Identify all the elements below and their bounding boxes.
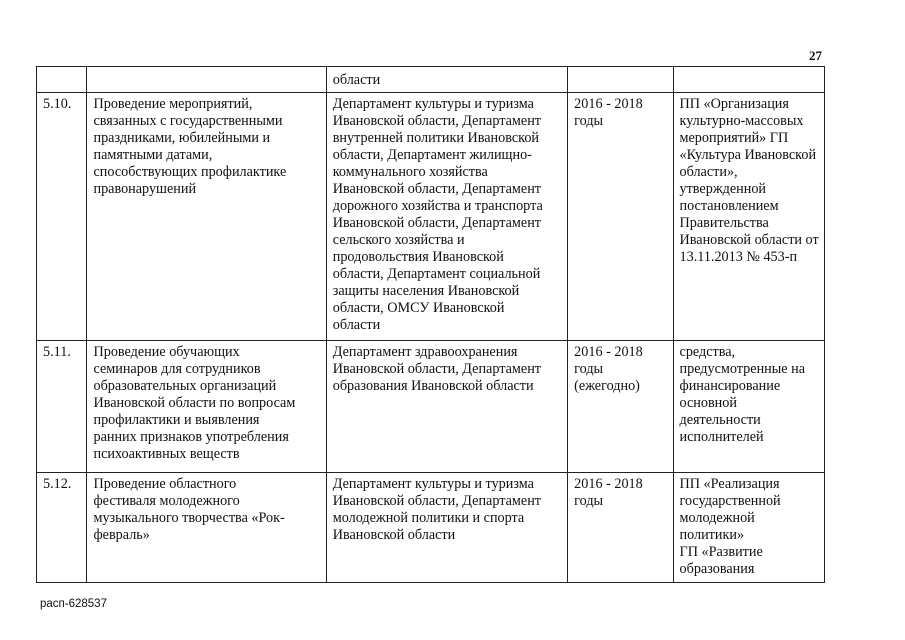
cell-number: 5.11.	[37, 341, 87, 473]
cell-executor: области	[326, 67, 567, 93]
cell-source: ПП «Реализация государственной молодежной политики» ГП «Развитие образования	[673, 473, 824, 583]
page-number: 27	[809, 48, 822, 63]
measures-table	[36, 66, 825, 583]
table-row-5-10	[37, 93, 825, 341]
table-row-5-11	[37, 341, 825, 473]
cell-activity	[87, 67, 326, 93]
document-code: расп-628537	[40, 598, 107, 610]
table-row-continuation	[37, 67, 825, 93]
cell-number: 5.10.	[37, 93, 87, 341]
cell-source	[673, 67, 824, 93]
cell-source: средства, предусмотренные на финансирование основной деятельности исполнителей	[673, 341, 824, 473]
cell-activity: Проведение обучающих семинаров для сотрудников образовательных организаций Ивановской области по вопросам профилактики и выявления ранних признаков употребления психоактивных веществ	[87, 341, 326, 473]
cell-number	[37, 67, 87, 93]
cell-period	[568, 67, 673, 93]
cell-number: 5.12.	[37, 473, 87, 583]
cell-period: 2016 - 2018 годы	[568, 93, 673, 341]
cell-activity: Проведение мероприятий, связанных с государственными праздниками, юбилейными и памятными датами, способствующих профилактике правонарушений	[87, 93, 326, 341]
cell-period: 2016 - 2018 годы (ежегодно)	[568, 341, 673, 473]
table-row-5-12	[37, 473, 825, 583]
cell-executor: Департамент культуры и туризма Ивановской области, Департамент молодежной политики и спорта Ивановской области	[326, 473, 567, 583]
cell-executor: Департамент культуры и туризма Ивановской области, Департамент внутренней политики Ивановской области, Департамент жилищно- коммунального хозяйства Ивановской области, Департамент дорожного хозяйства и транспорта Ивановской области, Департамент сельского хозяйства и продовольствия Ивановской области, Департамент социальной защиты населения Ивановской области, ОМСУ Ивановской области	[326, 93, 567, 341]
cell-source: ПП «Организация культурно-массовых мероприятий» ГП «Культура Ивановской области», утвержденной постановлением Правительства Ивановской области от 13.11.2013 № 453-п	[673, 93, 824, 341]
cell-activity: Проведение областного фестиваля молодежного музыкального творчества «Рок- февраль»	[87, 473, 326, 583]
cell-executor: Департамент здравоохранения Ивановской области, Департамент образования Ивановской области	[326, 341, 567, 473]
cell-period: 2016 - 2018 годы	[568, 473, 673, 583]
